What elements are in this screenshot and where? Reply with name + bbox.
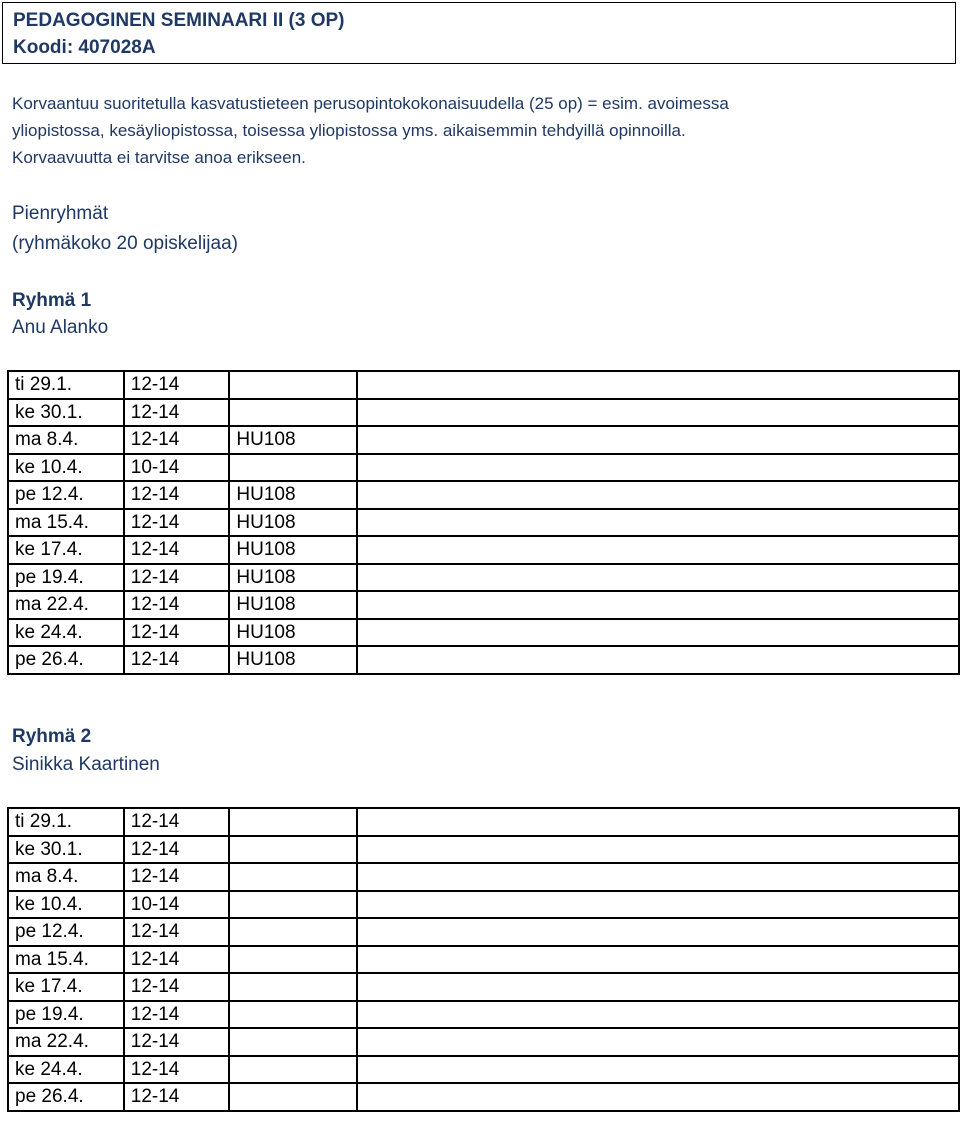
empty-cell bbox=[357, 619, 959, 647]
session-room bbox=[229, 1056, 356, 1084]
empty-cell bbox=[357, 891, 959, 919]
group-1-schedule-body bbox=[8, 371, 959, 674]
table-row bbox=[8, 454, 959, 482]
session-time: 10-14 bbox=[124, 454, 230, 482]
group-2-teacher: Sinikka Kaartinen bbox=[12, 754, 160, 775]
session-day: pe 12.4. bbox=[8, 918, 124, 946]
session-time: 12-14 bbox=[124, 1028, 230, 1056]
table-row bbox=[8, 426, 959, 454]
session-day: ke 30.1. bbox=[8, 399, 124, 427]
table-row bbox=[8, 1001, 959, 1029]
table-row bbox=[8, 973, 959, 1001]
table-row bbox=[8, 481, 959, 509]
group-2-title bbox=[12, 722, 91, 752]
empty-cell bbox=[357, 1001, 959, 1029]
group-1-title-label: Ryhmä 1 bbox=[12, 290, 92, 311]
group-1-teacher: Anu Alanko bbox=[12, 317, 109, 338]
course-title: PEDAGOGINEN SEMINAARI II (3 OP) bbox=[13, 10, 345, 31]
session-time: 12-14 bbox=[124, 619, 230, 647]
table-row bbox=[8, 891, 959, 919]
session-room bbox=[229, 891, 356, 919]
session-time: 12-14 bbox=[124, 536, 230, 564]
empty-cell bbox=[357, 591, 959, 619]
empty-cell bbox=[357, 863, 959, 891]
empty-cell bbox=[357, 481, 959, 509]
table-row bbox=[8, 536, 959, 564]
session-time: 12-14 bbox=[124, 1001, 230, 1029]
session-room bbox=[229, 863, 356, 891]
empty-cell bbox=[357, 1028, 959, 1056]
session-room bbox=[229, 946, 356, 974]
empty-cell bbox=[357, 426, 959, 454]
session-room bbox=[229, 454, 357, 482]
empty-cell bbox=[357, 399, 959, 427]
session-time: 12-14 bbox=[124, 973, 230, 1001]
session-time: 12-14 bbox=[124, 863, 230, 891]
empty-cell bbox=[357, 1083, 959, 1111]
session-day: ti 29.1. bbox=[8, 808, 124, 836]
description-line: Korvaantuu suoritetulla kasvatustieteen perusopintokokonaisuudella (25 op) = esim. avoimessa bbox=[12, 94, 729, 113]
table-row bbox=[8, 564, 959, 592]
group-size-note: (ryhmäkoko 20 opiskelijaa) bbox=[12, 233, 238, 254]
session-room bbox=[229, 371, 357, 399]
session-day: ma 22.4. bbox=[8, 1028, 124, 1056]
session-day: ma 8.4. bbox=[8, 863, 124, 891]
session-time: 12-14 bbox=[124, 426, 230, 454]
description-line: yliopistossa, kesäyliopistossa, toisessa yliopistossa yms. aikaisemmin tehdyillä opinnoilla. bbox=[12, 121, 686, 140]
empty-cell bbox=[357, 564, 959, 592]
empty-cell bbox=[357, 836, 959, 864]
session-day: pe 26.4. bbox=[8, 1083, 124, 1111]
session-time: 12-14 bbox=[124, 399, 230, 427]
session-room bbox=[229, 1028, 356, 1056]
session-day: ke 24.4. bbox=[8, 1056, 124, 1084]
session-time: 12-14 bbox=[124, 591, 230, 619]
table-row bbox=[8, 509, 959, 537]
session-time: 12-14 bbox=[124, 946, 230, 974]
session-room: HU108 bbox=[229, 481, 357, 509]
group-1-title bbox=[12, 286, 91, 316]
session-day: ke 17.4. bbox=[8, 973, 124, 1001]
table-row bbox=[8, 836, 959, 864]
session-room bbox=[229, 808, 356, 836]
table-row bbox=[8, 1083, 959, 1111]
table-row bbox=[8, 863, 959, 891]
table-row bbox=[8, 1056, 959, 1084]
session-time: 12-14 bbox=[124, 371, 230, 399]
session-time: 12-14 bbox=[124, 509, 230, 537]
empty-cell bbox=[357, 371, 959, 399]
table-row bbox=[8, 946, 959, 974]
session-room: HU108 bbox=[229, 509, 357, 537]
session-day: ma 22.4. bbox=[8, 591, 124, 619]
table-row bbox=[8, 371, 959, 399]
session-day: ke 30.1. bbox=[8, 836, 124, 864]
empty-cell bbox=[357, 646, 959, 674]
session-day: pe 26.4. bbox=[8, 646, 124, 674]
description-line: Korvaavuutta ei tarvitse anoa erikseen. bbox=[12, 148, 306, 167]
session-room bbox=[229, 973, 356, 1001]
empty-cell bbox=[357, 1056, 959, 1084]
empty-cell bbox=[357, 946, 959, 974]
table-row bbox=[8, 399, 959, 427]
group-1-schedule-table bbox=[7, 370, 960, 675]
table-row bbox=[8, 619, 959, 647]
group-2-schedule-body bbox=[8, 808, 959, 1111]
session-room: HU108 bbox=[229, 646, 357, 674]
session-time: 12-14 bbox=[124, 564, 230, 592]
table-row bbox=[8, 646, 959, 674]
session-room bbox=[229, 1001, 356, 1029]
small-groups-heading bbox=[12, 199, 108, 229]
empty-cell bbox=[357, 808, 959, 836]
course-code: Koodi: 407028A bbox=[13, 37, 156, 58]
session-room: HU108 bbox=[229, 619, 357, 647]
session-room: HU108 bbox=[229, 536, 357, 564]
session-day: ma 8.4. bbox=[8, 426, 124, 454]
table-row bbox=[8, 1028, 959, 1056]
session-day: ti 29.1. bbox=[8, 371, 124, 399]
session-room: HU108 bbox=[229, 564, 357, 592]
table-row bbox=[8, 918, 959, 946]
session-time: 10-14 bbox=[124, 891, 230, 919]
table-row bbox=[8, 808, 959, 836]
course-header-box bbox=[2, 2, 956, 64]
session-day: ma 15.4. bbox=[8, 946, 124, 974]
empty-cell bbox=[357, 536, 959, 564]
group-2-schedule-table bbox=[7, 807, 960, 1112]
session-day: pe 19.4. bbox=[8, 564, 124, 592]
empty-cell bbox=[357, 454, 959, 482]
session-room bbox=[229, 918, 356, 946]
empty-cell bbox=[357, 918, 959, 946]
session-time: 12-14 bbox=[124, 836, 230, 864]
session-room bbox=[229, 399, 357, 427]
session-time: 12-14 bbox=[124, 918, 230, 946]
session-time: 12-14 bbox=[124, 1056, 230, 1084]
session-time: 12-14 bbox=[124, 808, 230, 836]
session-day: ke 10.4. bbox=[8, 891, 124, 919]
table-row bbox=[8, 591, 959, 619]
session-time: 12-14 bbox=[124, 646, 230, 674]
session-room bbox=[229, 1083, 356, 1111]
empty-cell bbox=[357, 509, 959, 537]
session-day: ke 17.4. bbox=[8, 536, 124, 564]
session-room: HU108 bbox=[229, 426, 357, 454]
session-time: 12-14 bbox=[124, 1083, 230, 1111]
session-room: HU108 bbox=[229, 591, 357, 619]
session-time: 12-14 bbox=[124, 481, 230, 509]
session-day: ke 24.4. bbox=[8, 619, 124, 647]
session-day: pe 19.4. bbox=[8, 1001, 124, 1029]
session-day: ma 15.4. bbox=[8, 509, 124, 537]
group-2-title-label: Ryhmä 2 bbox=[12, 726, 92, 747]
session-day: pe 12.4. bbox=[8, 481, 124, 509]
session-day: ke 10.4. bbox=[8, 454, 124, 482]
empty-cell bbox=[357, 973, 959, 1001]
small-groups-heading-label: Pienryhmät bbox=[12, 203, 109, 224]
session-room bbox=[229, 836, 356, 864]
course-description bbox=[12, 90, 952, 171]
